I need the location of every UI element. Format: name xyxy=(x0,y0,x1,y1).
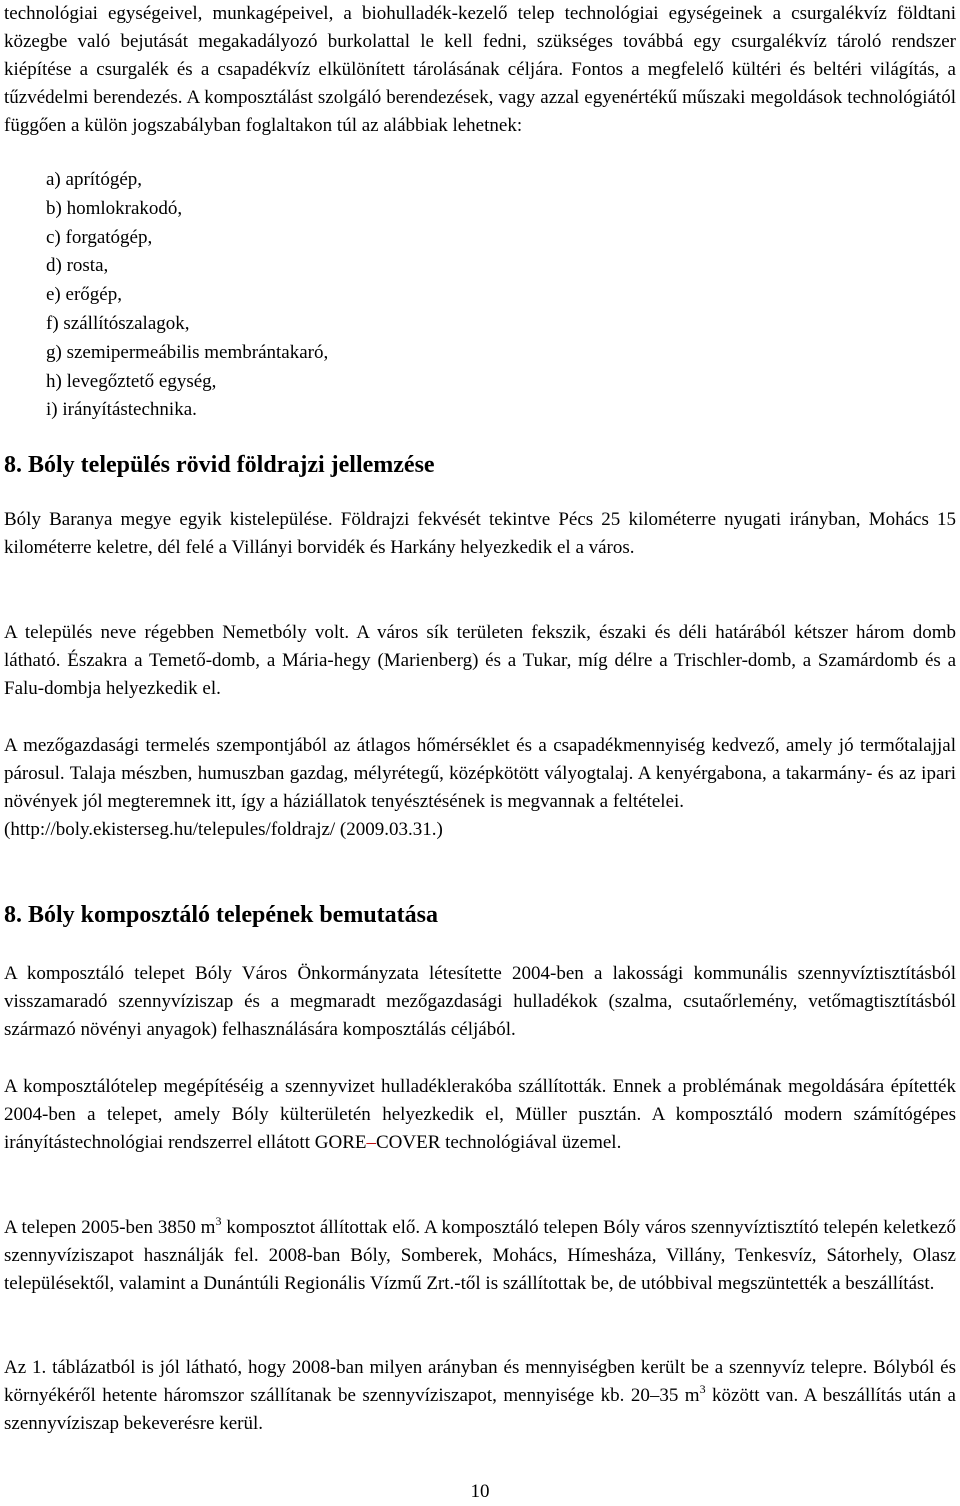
source-citation: (http://boly.ekisterseg.hu/telepules/foldrajz/ (2009.03.31.) xyxy=(4,819,443,840)
table-reference-paragraph xyxy=(4,1354,956,1438)
agriculture-text: A mezőgazdasági termelés szempontjából az átlagos hőmérséklet és a csapadékmennyiség kedvező, amely jó termőtalajjal párosul. Talaja mészben, humuszban gazdag, mélyrétegű, középkötött vályogtalaj. A kenyérgabona, a takarmány- és az ipari növények jól megteremnek itt, így a háziállatok tenyésztésének is megvannak a feltételei. xyxy=(4,735,956,812)
list-item: b) homlokrakodó, xyxy=(46,197,183,219)
list-item: g) szemipermeábilis membrántakaró, xyxy=(46,341,329,363)
list-item: e) erőgép, xyxy=(46,284,122,306)
plant-founding-paragraph: A komposztáló telepet Bóly Város Önkormányzata létesítette 2004-ben a lakossági kommunális szennyvíztisztításból visszamaradó szennyvíziszap és a megmaradt mezőgazdasági hulladékok (szalma, csutaőrlemény, vetőmagtisztításból származó növényi anyagok) felhasználására komposztálás céljából. xyxy=(4,963,956,1040)
section-heading-compost-plant: 8. Bóly komposztáló telepének bemutatása xyxy=(4,902,438,928)
cubic-superscript: 3 xyxy=(215,1214,222,1228)
intro-paragraph: technológiai egységeivel, munkagépeivel, a biohulladék-kezelő telep technológiai egységeinek a csurgalékvíz földtani közegbe való bejutását megakadályozó burkolattal le kell fedni, szükséges továbbá egy csurgalékvíz tároló rendszer kiépítése a csurgalék és a csapadékvíz elkülönített tárolásának céljára. Fontos a megfelelő kültéri és beltéri világítás, a tűzvédelmi berendezés. A komposztálást szolgáló berendezések, vagy azzal egyenértékű műszaki megoldások technológiától függően a külön jogszabályban foglaltakon túl az alábbiak lehetnek: xyxy=(4,3,956,136)
table-reference-text-rest: között van. A beszállítás után a szennyvíziszap bekeverésre kerül. xyxy=(4,1385,956,1434)
page-number: 10 xyxy=(470,1481,490,1502)
agriculture-paragraph xyxy=(4,732,956,844)
list-item: f) szállítószalagok, xyxy=(46,312,190,334)
technology-name-part: GORE xyxy=(314,1132,367,1153)
cubic-superscript: 3 xyxy=(699,1382,706,1396)
table-reference-text-start: Az 1. táblázatból is jól látható, hogy 2008-ban milyen arányban és mennyiségben került be a szennyvíz telepre. Bólyból és környékéről hetente háromszor szállítanak be szennyvíziszapot, mennyisége kb. 20–35 m xyxy=(4,1357,956,1406)
list-item: d) rosta, xyxy=(46,255,109,277)
technology-dash: – xyxy=(366,1132,376,1153)
equipment-list xyxy=(46,166,328,425)
list-item: h) levegőztető egység, xyxy=(46,370,217,392)
technology-name-rest: COVER technológiával üzemel. xyxy=(375,1132,622,1153)
list-item: a) aprítógép, xyxy=(46,169,143,190)
section-heading-geography: 8. Bóly település rövid földrajzi jellemzése xyxy=(4,452,435,478)
plant-technology-text: A komposztálótelep megépítéséig a szennyvizet hulladéklerakóba szállították. Ennek a problémának megoldására építették 2004-ben a telepet, amely Bóly külterületén helyezkedik el, Müller pusztán. A komposztáló modern számítógépes irányítástechnológiai rendszerrel ellátott xyxy=(4,1076,956,1153)
plant-technology-paragraph xyxy=(4,1073,956,1157)
geography-paragraph: Bóly Baranya megye egyik kistelepülése. Földrajzi fekvését tekintve Pécs 25 kilométerre nyugati irányban, Mohács 15 kilométerre keletre, dél felé a Villányi borvidék és Harkány helyezkedik el a város. xyxy=(4,509,956,558)
technology-name xyxy=(315,1132,622,1153)
production-text-rest: komposztot állítottak elő. A komposztáló telepen Bóly város szennyvíztisztító telepén keletkező szennyvíziszapot használják fel. 2008-ban Bóly, Somberek, Mohács, Hímesháza, Villány, Tenkesvíz, Sátorhely, Olasz településektől, valamint a Dunántúli Regionális Vízmű Zrt.-től is szállítottak be, de utóbbival megszüntették a beszállítást. xyxy=(4,1217,956,1294)
list-item: c) forgatógép, xyxy=(46,226,153,248)
production-text-start: A telepen 2005-ben 3850 m xyxy=(4,1217,216,1238)
production-paragraph xyxy=(4,1214,956,1298)
list-item: i) irányítástechnika. xyxy=(46,399,197,421)
history-paragraph: A település neve régebben Nemetbóly volt. A város sík területen fekszik, északi és déli határából kétszer három domb látható. Északra a Temető-domb, a Mária-hegy (Marienberg) és a Tukar, míg délre a Trischler-domb, a Szamárdomb és a Falu-dombja helyezkedik el. xyxy=(4,622,956,699)
